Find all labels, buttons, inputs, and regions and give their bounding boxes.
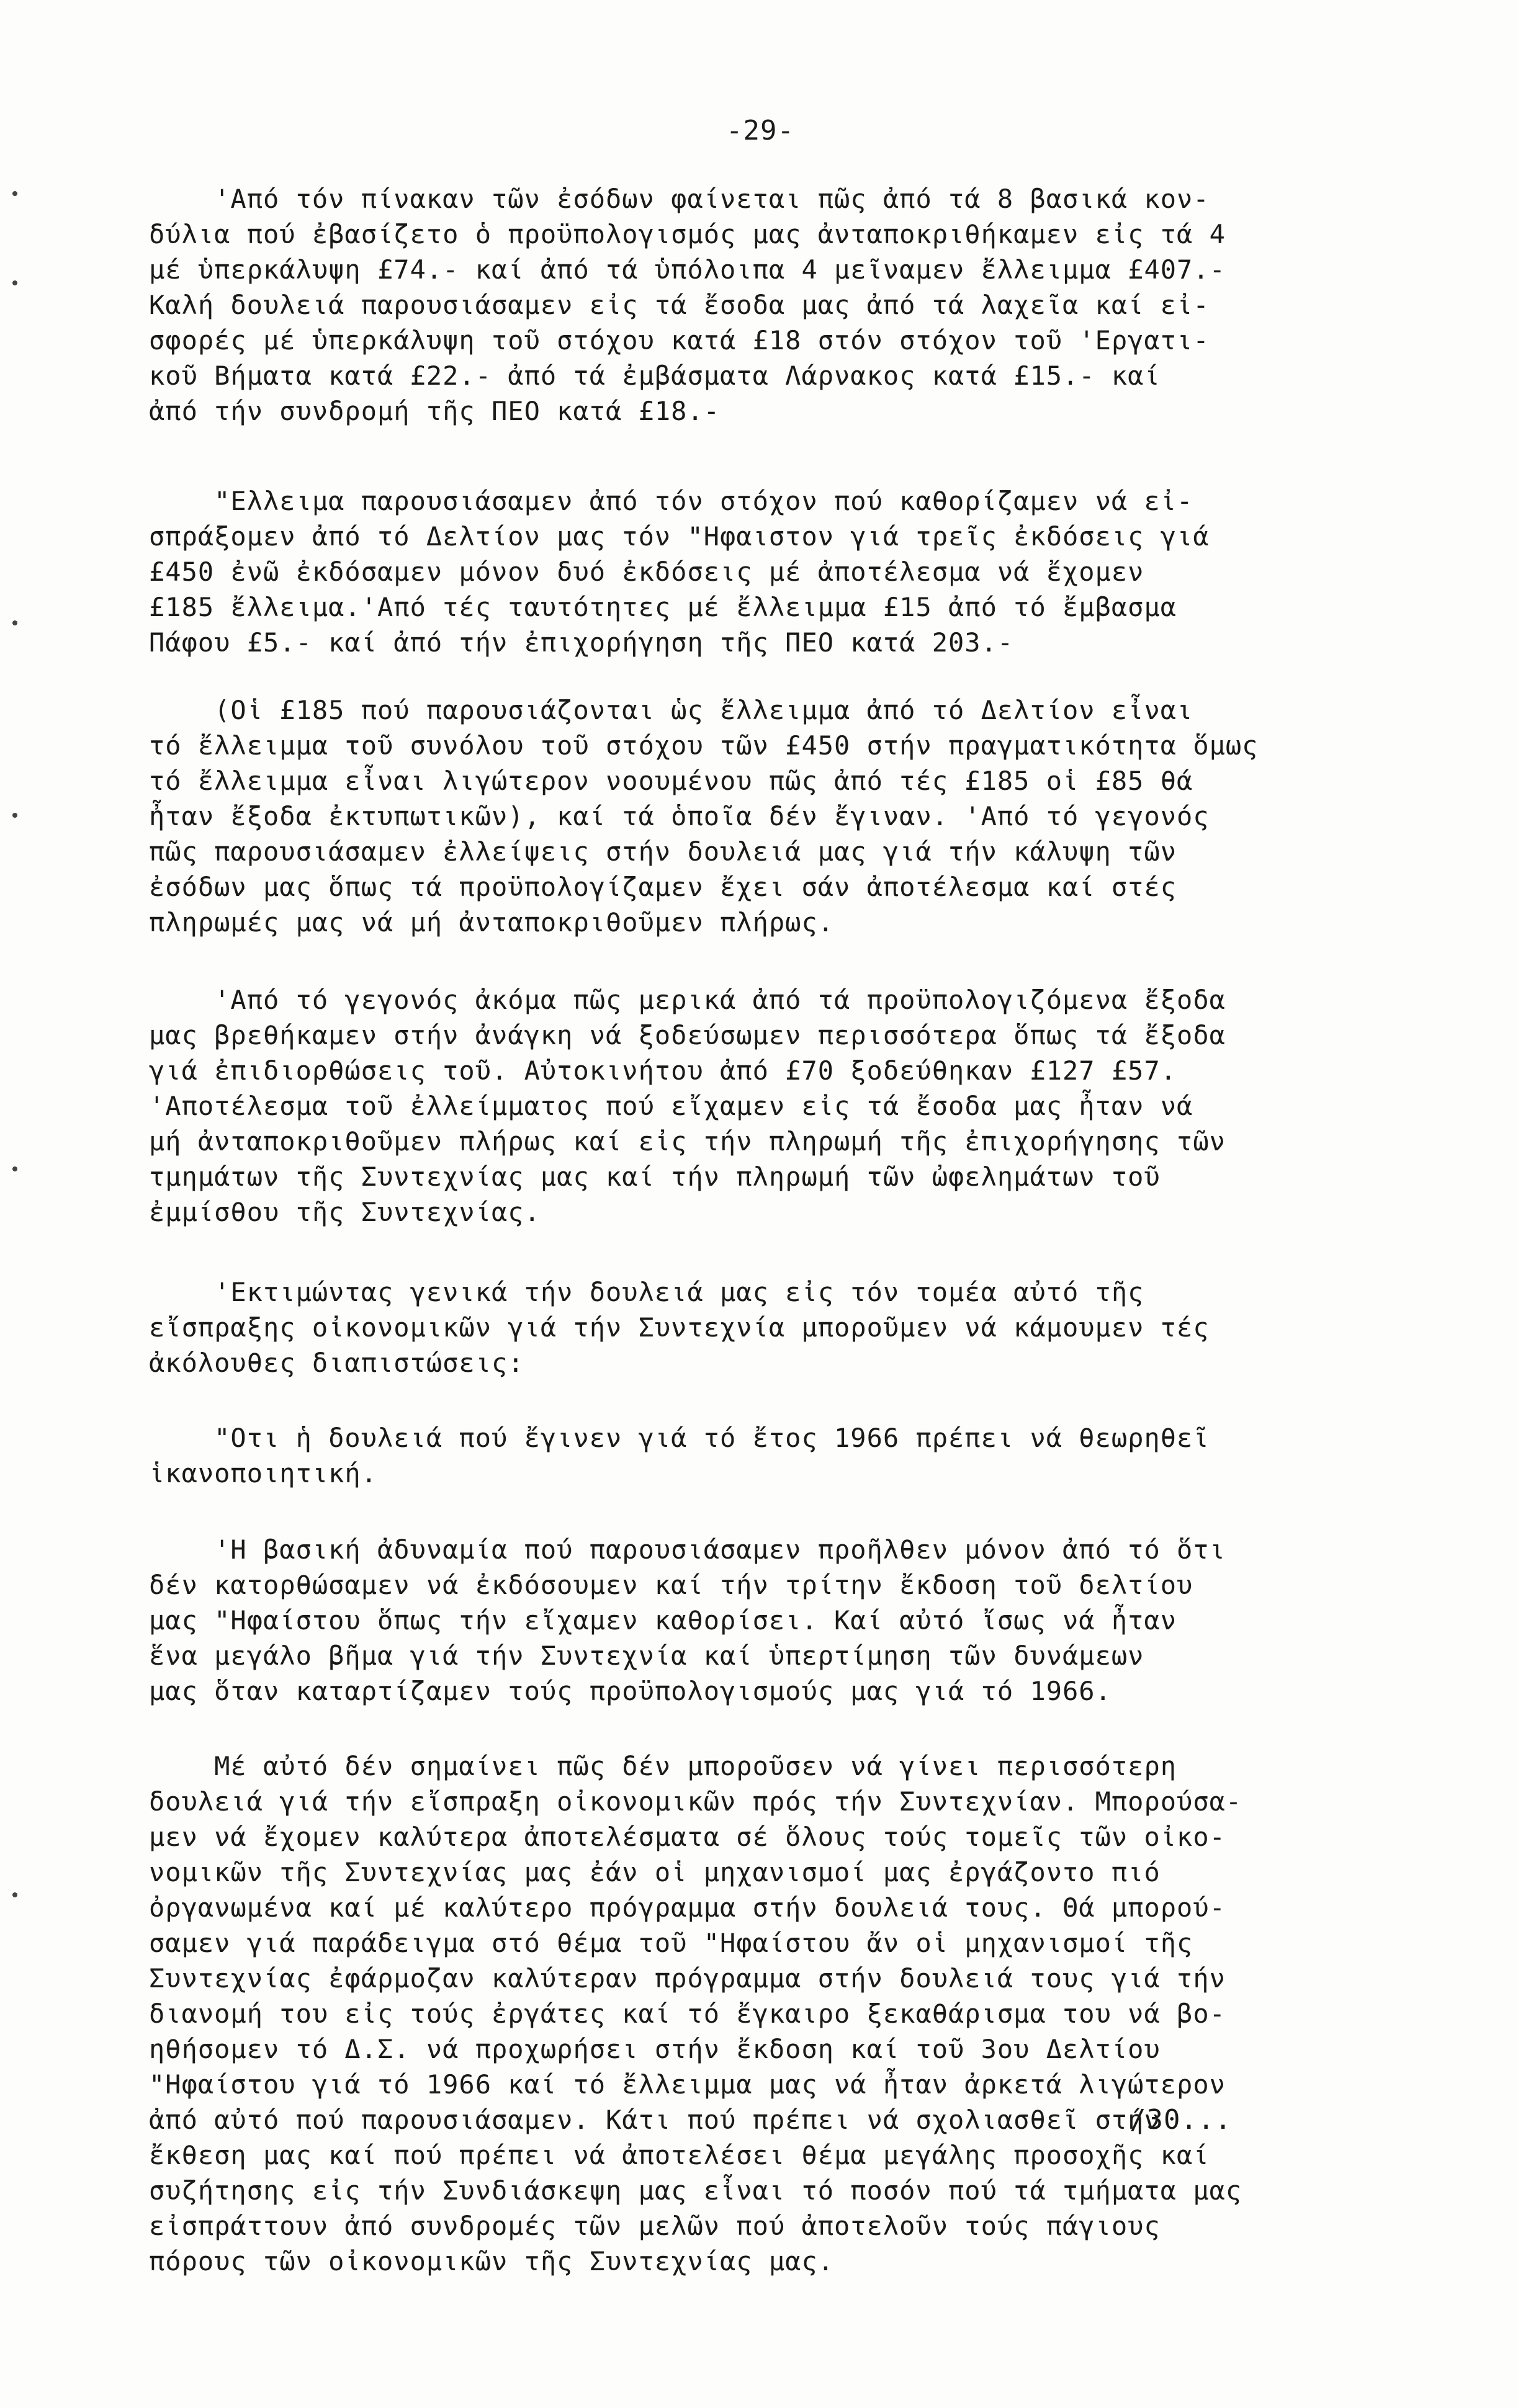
paragraph: "Ελλειμα παρουσιάσαμεν ἀπό τόν στόχον πού καθορίζαμεν νά εἰ- σπράξομεν ἀπό τό Δελτίον μας τόν "Ηφαιστον γιά τρεῖς ἐκδόσεις γιά £450 ἐνῶ ἐκδόσαμεν μόνον δυό ἐκδόσεις μέ ἀποτέλεσμα νά ἔχομεν £185 ἔλλειμα.'Από τές ταυτότητες μέ ἔλλειμμα £15 ἀπό τό ἔμβασμα Πάφου £5.- καί ἀπό τήν ἐπιχορήγηση τῆς ΠΕΟ κατά 203.- bbox=[149, 486, 1210, 658]
margin-mark bbox=[12, 620, 17, 625]
paragraph: 'Από τόν πίνακαν τῶν ἐσόδων φαίνεται πῶς ἀπό τά 8 βασικά κον- δύλια πού ἐβασίζετο ὁ προϋπολογισμός μας ἀνταποκριθήκαμεν εἰς τά 4 μέ ὑπερκάλυψη £74.- καί ἀπό τά ὑπόλοιπα 4 μεῖναμεν ἔλλειμμα £407.- Καλή δουλειά παρουσιάσαμεν εἰς τά ἔσοδα μας ἀπό τά λαχεῖα καί εἰ- σφορές μέ ὑπερκάλυψη τοῦ στόχου κατά £18 στόν στόχον τοῦ 'Εργατι- κοῦ Βήματα κατά £22.- ἀπό τά ἐμβάσματα Λάρνακος κατά £15.- καί ἀπό τήν συνδρομή τῆς ΠΕΟ κατά £18.- bbox=[149, 184, 1226, 426]
margin-mark bbox=[12, 1892, 17, 1897]
margin-mark bbox=[12, 280, 17, 285]
document-body bbox=[149, 181, 1427, 2279]
paragraph: (Οἱ £185 πού παρουσιάζονται ὡς ἔλλειμμα ἀπό τό Δελτίον εἶναι τό ἔλλειμμα τοῦ συνόλου τοῦ στόχου τῶν £450 στήν πραγματικότητα ὅμως τό ἔλλειμμα εἶναι λιγώτερον νοουμένου πῶς ἀπό τές £185 οἱ £85 θά ἦταν ἔξοδα ἐκτυπωτικῶν), καί τά ὁποῖα δέν ἔγιναν. 'Από τό γεγονός πῶς παρουσιάσαμεν ἐλλείψεις στήν δουλειά μας γιά τήν κάλυψη τῶν ἐσόδων μας ὅπως τά προϋπολογίζαμεν ἔχει σάν ἀποτέλεσμα καί στές πληρωμές μας νά μή ἀνταποκριθοῦμεν πλήρως. bbox=[149, 695, 1259, 938]
paragraph: "Οτι ἡ δουλειά πού ἔγινεν γιά τό ἔτος 1966 πρέπει νά θεωρηθεῖ ἱκανοποιητική. bbox=[149, 1423, 1210, 1488]
page-number: -29- bbox=[726, 115, 794, 146]
continuation-marker: /30... bbox=[1130, 2104, 1232, 2136]
margin-mark bbox=[12, 191, 17, 196]
margin-mark bbox=[12, 1166, 17, 1171]
paragraph: 'Εκτιμώντας γενικά τήν δουλειά μας εἰς τόν τομέα αὐτό τῆς εἴσπραξης οἰκονομικῶν γιά τήν Συντεχνία μποροῦμεν νά κάμουμεν τές ἀκόλουθες διαπιστώσεις: bbox=[149, 1277, 1210, 1378]
paragraph: Μέ αὐτό δέν σημαίνει πῶς δέν μποροῦσεν νά γίνει περισσότερη δουλειά γιά τήν εἴσπραξη οἰκονομικῶν πρός τήν Συντεχνίαν. Μπορούσα- μεν νά ἔχομεν καλύτερα ἀποτελέσματα σέ ὅλους τούς τομεῖς τῶν οἰκο- νομικῶν τῆς Συντεχνίας μας ἐάν οἱ μηχανισμοί μας ἐργάζοντο πιό ὀργανωμένα καί μέ καλύτερο πρόγραμμα στήν δουλειά τους. Θά μπορού- σαμεν γιά παράδειγμα στό θέμα τοῦ "Ηφαίστου ἄν οἱ μηχανισμοί τῆς Συντεχνίας ἐφάρμοζαν καλύτεραν πρόγραμμα στήν δουλειά τους γιά τήν διανομή του εἰς τούς ἐργάτες καί τό ἔγκαιρο ξεκαθάρισμα του νά βο- ηθήσομεν τό Δ.Σ. νά προχωρήσει στήν ἔκδοση καί τοῦ 3ου Δελτίου "Ηφαίστου γιά τό 1966 καί τό ἔλλειμμα μας νά ἦταν ἀρκετά λιγώτερον ἀπό αὐτό πού παρουσιάσαμεν. Κάτι πού πρέπει νά σχολιασθεῖ στήν ἔκθεση μας καί πού πρέπει νά ἀποτελέσει θέμα μεγάλης προσοχῆς καί συζήτησης εἰς τήν Συνδιάσκεψη μας εἶναι τό ποσόν πού τά τμήματα μας εἰσπράττουν ἀπό συνδρομές τῶν μελῶν πού ἀποτελοῦν τούς πάγιους πόρους τῶν οἰκονομικῶν τῆς Συντεχνίας μας. bbox=[149, 1751, 1242, 2276]
paragraph: 'Η βασική ἀδυναμία πού παρουσιάσαμεν προῆλθεν μόνον ἀπό τό ὅτι δέν κατορθώσαμεν νά ἐκδόσουμεν καί τήν τρίτην ἔκδοση τοῦ δελτίου μας "Ηφαίστου ὅπως τήν εἴχαμεν καθορίσει. Καί αὐτό ἴσως νά ἦταν ἕνα μεγάλο βῆμα γιά τήν Συντεχνία καί ὑπερτίμηση τῶν δυνάμεων μας ὅταν καταρτίζαμεν τούς προϋπολογισμούς μας γιά τό 1966. bbox=[149, 1534, 1226, 1706]
paragraph: 'Από τό γεγονός ἀκόμα πῶς μερικά ἀπό τά προϋπολογιζόμενα ἔξοδα μας βρεθήκαμεν στήν ἀνάγκη νά ξοδεύσωμεν περισσότερα ὅπως τά ἔξοδα γιά ἐπιδιορθώσεις τοῦ. Αὐτοκινήτου ἀπό £70 ξοδεύθηκαν £127 £57. 'Αποτέλεσμα τοῦ ἐλλείμματος πού εἴχαμεν εἰς τά ἔσοδα μας ἦταν νά μή ἀνταποκριθοῦμεν πλήρως καί εἰς τήν πληρωμή τῆς ἐπιχορήγησης τῶν τμημάτων τῆς Συντεχνίας μας καί τήν πληρωμή τῶν ὠφελημάτων τοῦ ἐμμίσθου τῆς Συντεχνίας. bbox=[149, 985, 1226, 1227]
margin-mark bbox=[12, 813, 17, 818]
